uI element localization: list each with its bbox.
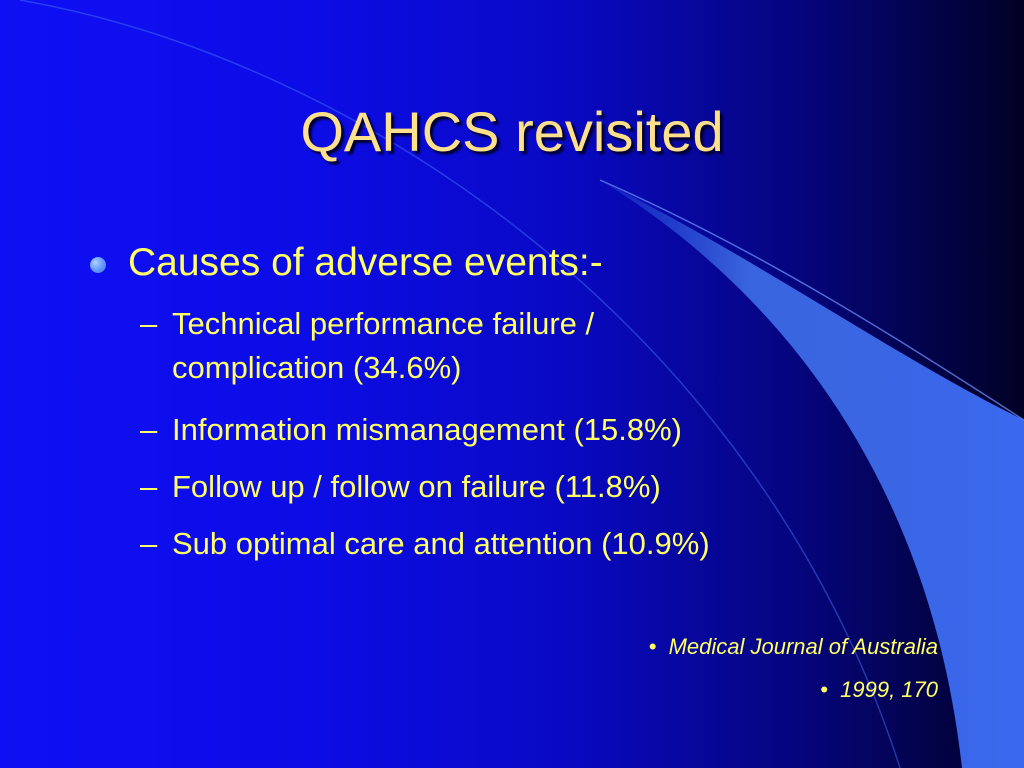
dash-icon: – (140, 412, 158, 447)
reference-bullet-icon: • (820, 677, 829, 702)
main-bullet-text: Causes of adverse events:- (128, 241, 603, 284)
reference-bullet-icon: • (648, 634, 657, 659)
sub-item-line: Information mismanagement (15.8%) (172, 412, 683, 447)
sub-item-line: Sub optimal care and attention (10.9%) (172, 526, 710, 561)
reference-text: Medical Journal of Australia (668, 634, 938, 659)
sub-item-line: Technical performance failure / (172, 306, 595, 341)
sub-item-line: Follow up / follow on failure (11.8%) (172, 469, 661, 504)
main-bullet (90, 238, 603, 288)
slide-title: QAHCS revisited (300, 100, 724, 163)
reference-journal (649, 632, 938, 662)
dash-icon: – (140, 306, 158, 341)
sub-item-line: complication (34.6%) (172, 350, 462, 385)
bullet-dot-icon (90, 257, 106, 273)
sub-item-follow-up (140, 465, 840, 509)
sub-item-information (140, 408, 840, 452)
reference-text: 1999, 170 (840, 677, 938, 702)
sub-item-technical (140, 302, 840, 390)
sub-item-sub-optimal-care (140, 522, 840, 566)
reference-year (820, 675, 938, 705)
dash-icon: – (140, 469, 158, 504)
dash-icon: – (140, 526, 158, 561)
